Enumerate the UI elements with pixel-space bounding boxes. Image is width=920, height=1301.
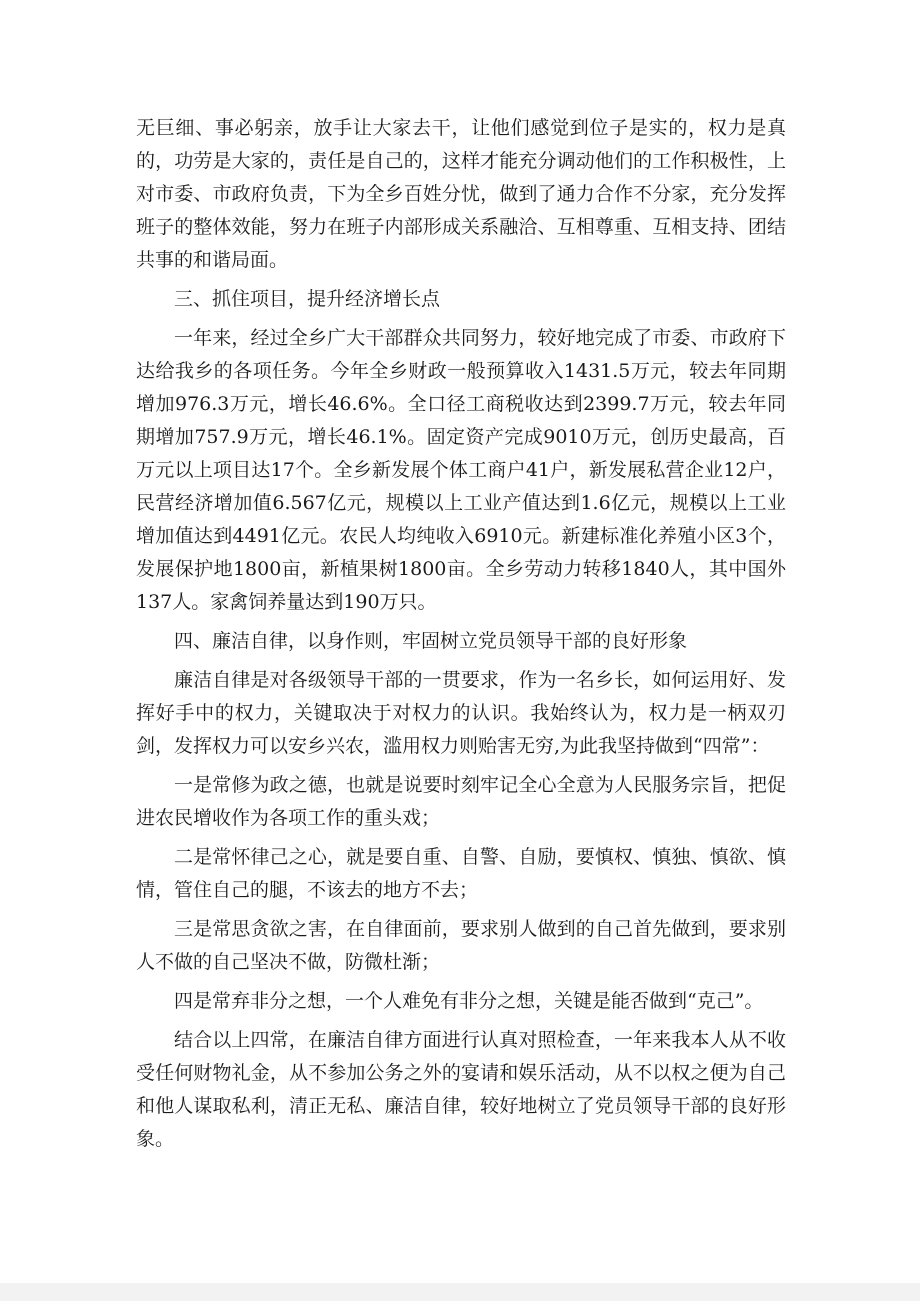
page-bottom-bar	[0, 1283, 920, 1301]
paragraph-point-1: 一是常修为政之德，也就是说要时刻牢记全心全意为人民服务宗旨，把促进农民增收作为各项工作的重头戏；	[136, 774, 786, 829]
paragraph-continuation: 无巨细、事必躬亲，放手让大家去干，让他们感觉到位子是实的，权力是真的，功劳是大家的，责任是自己的，这样才能充分调动他们的工作积极性，上对市委、市政府负责，下为全乡百姓分忧，做到了通力合作不分家，充分发挥班子的整体效能，努力在班子内部形成关系融洽、互相尊重、互相支持、团结共事的和谐局面。	[136, 117, 786, 271]
paragraph-point-4: 四是常弃非分之想，一个人难免有非分之想，关键是能否做到“克己”。	[174, 990, 764, 1012]
document-body	[136, 112, 786, 1162]
paragraph-conclusion: 结合以上四常，在廉洁自律方面进行认真对照检查，一年来我本人从不收受任何财物礼金，从不参加公务之外的宴请和娱乐活动，从不以权之便为自己和他人谋取私利，清正无私、廉洁自律，较好地树立了党员领导干部的良好形象。	[136, 1029, 786, 1150]
paragraph-economy: 一年来，经过全乡广大干部群众共同努力，较好地完成了市委、市政府下达给我乡的各项任务。今年全乡财政一般预算收入1431.5万元，较去年同期增加976.3万元，增长46.6%。全口径工商税收达到2399.7万元，较去年同期增加757.9万元，增长46.1%。固定资产完成9010万元，创历史最高，百万元以上项目达17个。全乡新发展个体工商户41户，新发展私营企业12户，民营经济增加值6.567亿元，规模以上工业产值达到1.6亿元，规模以上工业增加值达到4491亿元。农民人均纯收入6910元。新建标准化养殖小区3个，发展保护地1800亩，新植果树1800亩。全乡劳动力转移1840人，其中国外137人。家禽饲养量达到190万只。	[136, 327, 786, 613]
paragraph-integrity-intro: 廉洁自律是对各级领导干部的一贯要求，作为一名乡长，如何运用好、发挥好手中的权力，关键取决于对权力的认识。我始终认为，权力是一柄双刃剑，发挥权力可以安乡兴农，滥用权力则贻害无穷,为此我坚持做到“四常”：	[136, 669, 786, 757]
paragraph-point-2: 二是常怀律己之心，就是要自重、自警、自励，要慎权、慎独、慎欲、慎情，管住自己的腿，不该去的地方不去；	[136, 846, 786, 901]
paragraph-point-3: 三是常思贪欲之害，在自律面前，要求别人做到的自己首先做到，要求别人不做的自己坚决不做，防微杜渐；	[136, 918, 786, 973]
section-heading-4: 四、廉洁自律，以身作则，牢固树立党员领导干部的良好形象	[174, 630, 688, 652]
section-heading-3: 三、抓住项目，提升经济增长点	[174, 288, 441, 310]
